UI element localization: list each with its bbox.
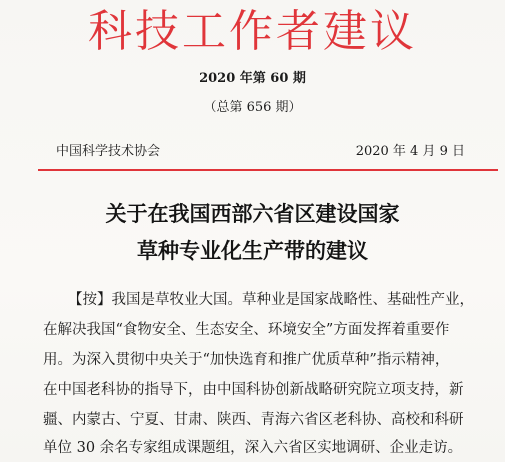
red-divider	[38, 169, 498, 171]
body-line-1: 【按】我国是草牧业大国。草种业是国家战略性、基础性产业，	[68, 292, 474, 308]
body-line-3: 用。为深入贯彻中央关于“加快选育和推广优质草种”指示精神，	[43, 352, 450, 368]
total-issue-number: （总第 656 期）	[203, 100, 302, 115]
article-title-line-2: 草种专业化生产带的建议	[137, 238, 368, 263]
body-line-6: 单位 30 余名专家组成课题组，深入六省区实地调研、企业走访。	[43, 440, 463, 456]
issue-number: 2020 年第 60 期	[199, 71, 306, 86]
masthead-title: 科技工作者建议	[88, 6, 417, 57]
issue-date: 2020 年 4 月 9 日	[355, 144, 465, 159]
article-title-line-1: 关于在我国西部六省区建设国家	[105, 201, 400, 226]
body-line-5: 疆、内蒙古、宁夏、甘肃、陕西、青海六省区老科协、高校和科研	[43, 412, 464, 428]
issuing-organization: 中国科学技术协会	[56, 144, 161, 159]
body-line-2: 在解决我国“食物安全、生态安全、环境安全”方面发挥着重要作	[43, 322, 450, 338]
body-line-4: 在中国老科协的指导下，由中国科协创新战略研究院立项支持，新	[43, 382, 464, 398]
